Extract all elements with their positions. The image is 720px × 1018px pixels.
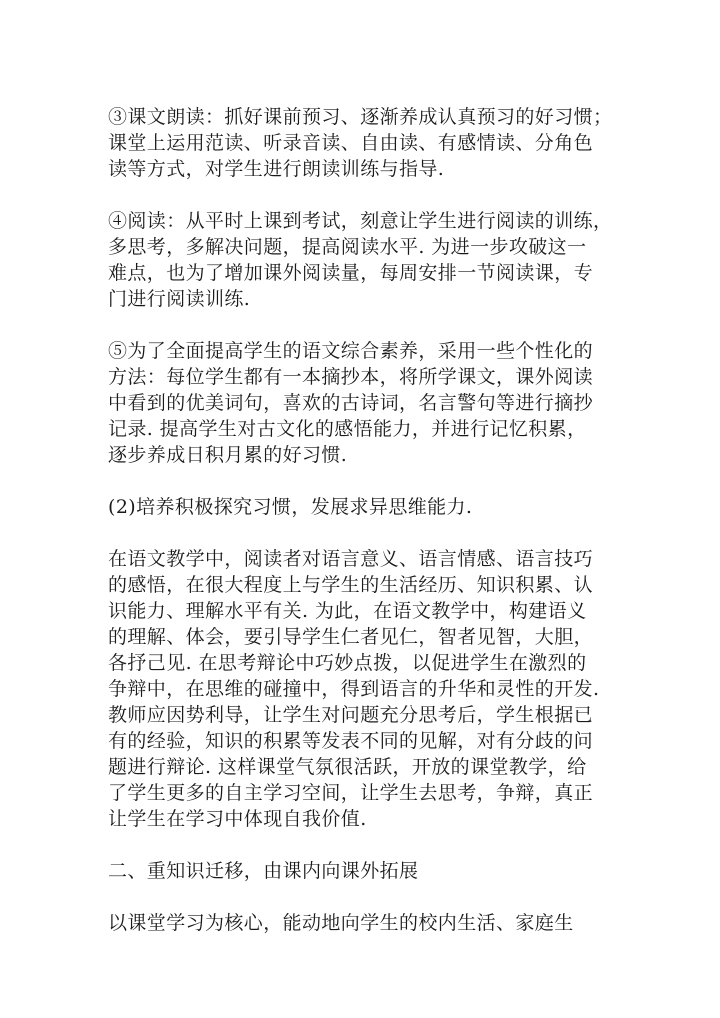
text-line: 教师应因势利导，让学生对问题充分思考后，学生根据已 <box>108 704 594 726</box>
text-line: (2)培养积极探究习惯，发展求异思维能力. <box>108 496 473 518</box>
text-line: 逐步养成日积月累的好习惯. <box>108 444 348 466</box>
text-line: ④阅读：从平时上课到考试，刻意让学生进行阅读的训练， <box>108 210 613 232</box>
paragraph-excerpt-notebook <box>108 338 608 468</box>
text-line: 有的经验，知识的积累等发表不同的见解，对有分歧的问 <box>108 730 594 752</box>
text-line: 在语文教学中，阅读者对语言意义、语言情感、语言技巧 <box>108 548 594 570</box>
paragraph-language-teaching <box>108 546 608 832</box>
text-line: 门进行阅读训练. <box>108 288 251 310</box>
text-line: 以课堂学习为核心，能动地向学生的校内生活、家庭生 <box>108 912 574 934</box>
text-line: 记录. 提高学生对古文化的感悟能力，并进行记忆积累， <box>108 418 587 440</box>
text-line: 课堂上运用范读、听录音读、自由读、有感情读、分角色 <box>108 132 594 154</box>
text-line: 二、重知识迁移，由课内向课外拓展 <box>108 860 419 882</box>
text-line: 读等方式，对学生进行朗读训练与指导. <box>108 158 445 180</box>
text-line: 识能力、理解水平有关. 为此，在语文教学中，构建语义 <box>108 600 587 622</box>
text-line: 多思考，多解决问题，提高阅读水平. 为进一步攻破这一 <box>108 236 587 258</box>
text-line: 让学生在学习中体现自我价值. <box>108 808 367 830</box>
paragraph-classroom-core <box>108 910 608 936</box>
text-line: 方法：每位学生都有一本摘抄本，将所学课文，课外阅读 <box>108 366 594 388</box>
text-line: ③课文朗读：抓好课前预习、逐渐养成认真预习的好习惯； <box>108 106 613 128</box>
text-line: 了学生更多的自主学习空间，让学生去思考，争辩，真正 <box>108 782 594 804</box>
paragraph-reading-aloud <box>108 104 613 182</box>
text-line: 的感悟，在很大程度上与学生的生活经历、知识积累、认 <box>108 574 594 596</box>
text-line: 各抒己见. 在思考辩论中巧妙点拨，以促进学生在激烈的 <box>108 652 587 674</box>
document-body <box>108 104 613 962</box>
paragraph-reading-training <box>108 208 613 312</box>
section-heading-inquiry-habits <box>108 494 608 520</box>
text-line: 争辩中，在思维的碰撞中，得到语言的升华和灵性的开发. <box>108 678 600 700</box>
section-heading-knowledge-transfer <box>108 858 608 884</box>
text-line: 中看到的优美词句，喜欢的古诗词，名言警句等进行摘抄 <box>108 392 594 414</box>
text-line: 的理解、体会，要引导学生仁者见仁，智者见智，大胆， <box>108 626 594 648</box>
text-line: ⑤为了全面提高学生的语文综合素养，采用一些个性化的 <box>108 340 594 362</box>
text-line: 难点，也为了增加课外阅读量，每周安排一节阅读课，专 <box>108 262 594 284</box>
text-line: 题进行辩论. 这样课堂气氛很活跃，开放的课堂教学，给 <box>108 756 587 778</box>
